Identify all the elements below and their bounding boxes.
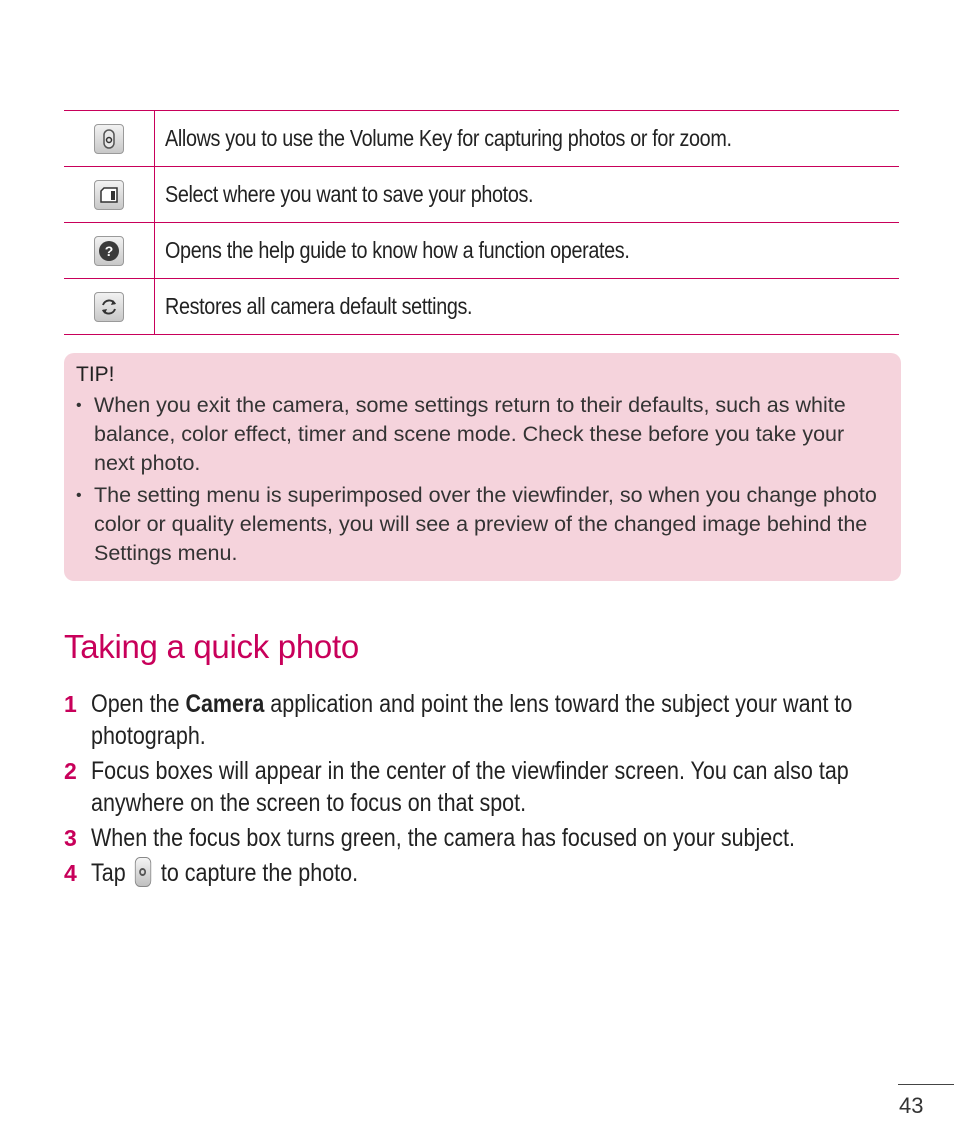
- icon-cell: [64, 167, 155, 222]
- tip-item: • The setting menu is superimposed over the viewfinder, so when you change photo color or quality elements, you will see a preview of the changed image behind the Settings menu.: [76, 481, 883, 568]
- row-description: Opens the help guide to know how a function operates.: [165, 237, 630, 263]
- storage-card-icon: [94, 180, 124, 210]
- table-row: [64, 279, 899, 335]
- step-item: [64, 857, 894, 889]
- tip-title: TIP!: [76, 363, 115, 386]
- svg-text:?: ?: [104, 242, 114, 259]
- step-text: When the focus box turns green, the camera has focused on your subject.: [91, 824, 795, 852]
- table-row: [64, 167, 899, 223]
- row-description: Select where you want to save your photos.: [165, 181, 534, 207]
- steps-list: [64, 688, 894, 892]
- step-text: Focus boxes will appear in the center of the viewfinder screen. You can also tap anywhere on the screen to focus on that spot.: [91, 757, 849, 817]
- tip-list: [76, 391, 883, 568]
- icon-cell: [64, 279, 155, 334]
- table-row: [64, 111, 899, 167]
- step-bold-text: Camera: [185, 690, 265, 718]
- tip-box: [64, 353, 901, 581]
- step-item: [64, 688, 894, 752]
- step-number: 3: [64, 825, 77, 851]
- row-description: Restores all camera default settings.: [165, 293, 473, 319]
- step-number: 2: [64, 758, 77, 784]
- step-text: Tap: [91, 859, 132, 887]
- step-number: 1: [64, 691, 77, 717]
- page-number: 43: [899, 1093, 924, 1118]
- step-text: application and point the lens toward the subject your want to photograph.: [91, 690, 853, 750]
- help-icon: [94, 236, 124, 266]
- step-number: 4: [64, 860, 77, 886]
- icon-cell: [64, 111, 155, 166]
- row-description: Allows you to use the Volume Key for capturing photos or for zoom.: [165, 125, 732, 151]
- reset-icon: [94, 292, 124, 322]
- section-heading: Taking a quick photo: [64, 628, 359, 665]
- step-item: [64, 755, 894, 819]
- footer-divider: [898, 1084, 954, 1085]
- table-row: [64, 223, 899, 279]
- step-text: Open the: [91, 690, 186, 718]
- tip-item: • When you exit the camera, some settings return to their defaults, such as white balance, color effect, timer and scene mode. Check these before you take your next photo.: [76, 391, 883, 478]
- shutter-button-icon: [135, 857, 151, 887]
- step-item: [64, 822, 894, 854]
- step-text: to capture the photo.: [154, 859, 359, 887]
- volume-key-icon: [94, 124, 124, 154]
- settings-table: [64, 110, 899, 335]
- icon-cell: [64, 223, 155, 278]
